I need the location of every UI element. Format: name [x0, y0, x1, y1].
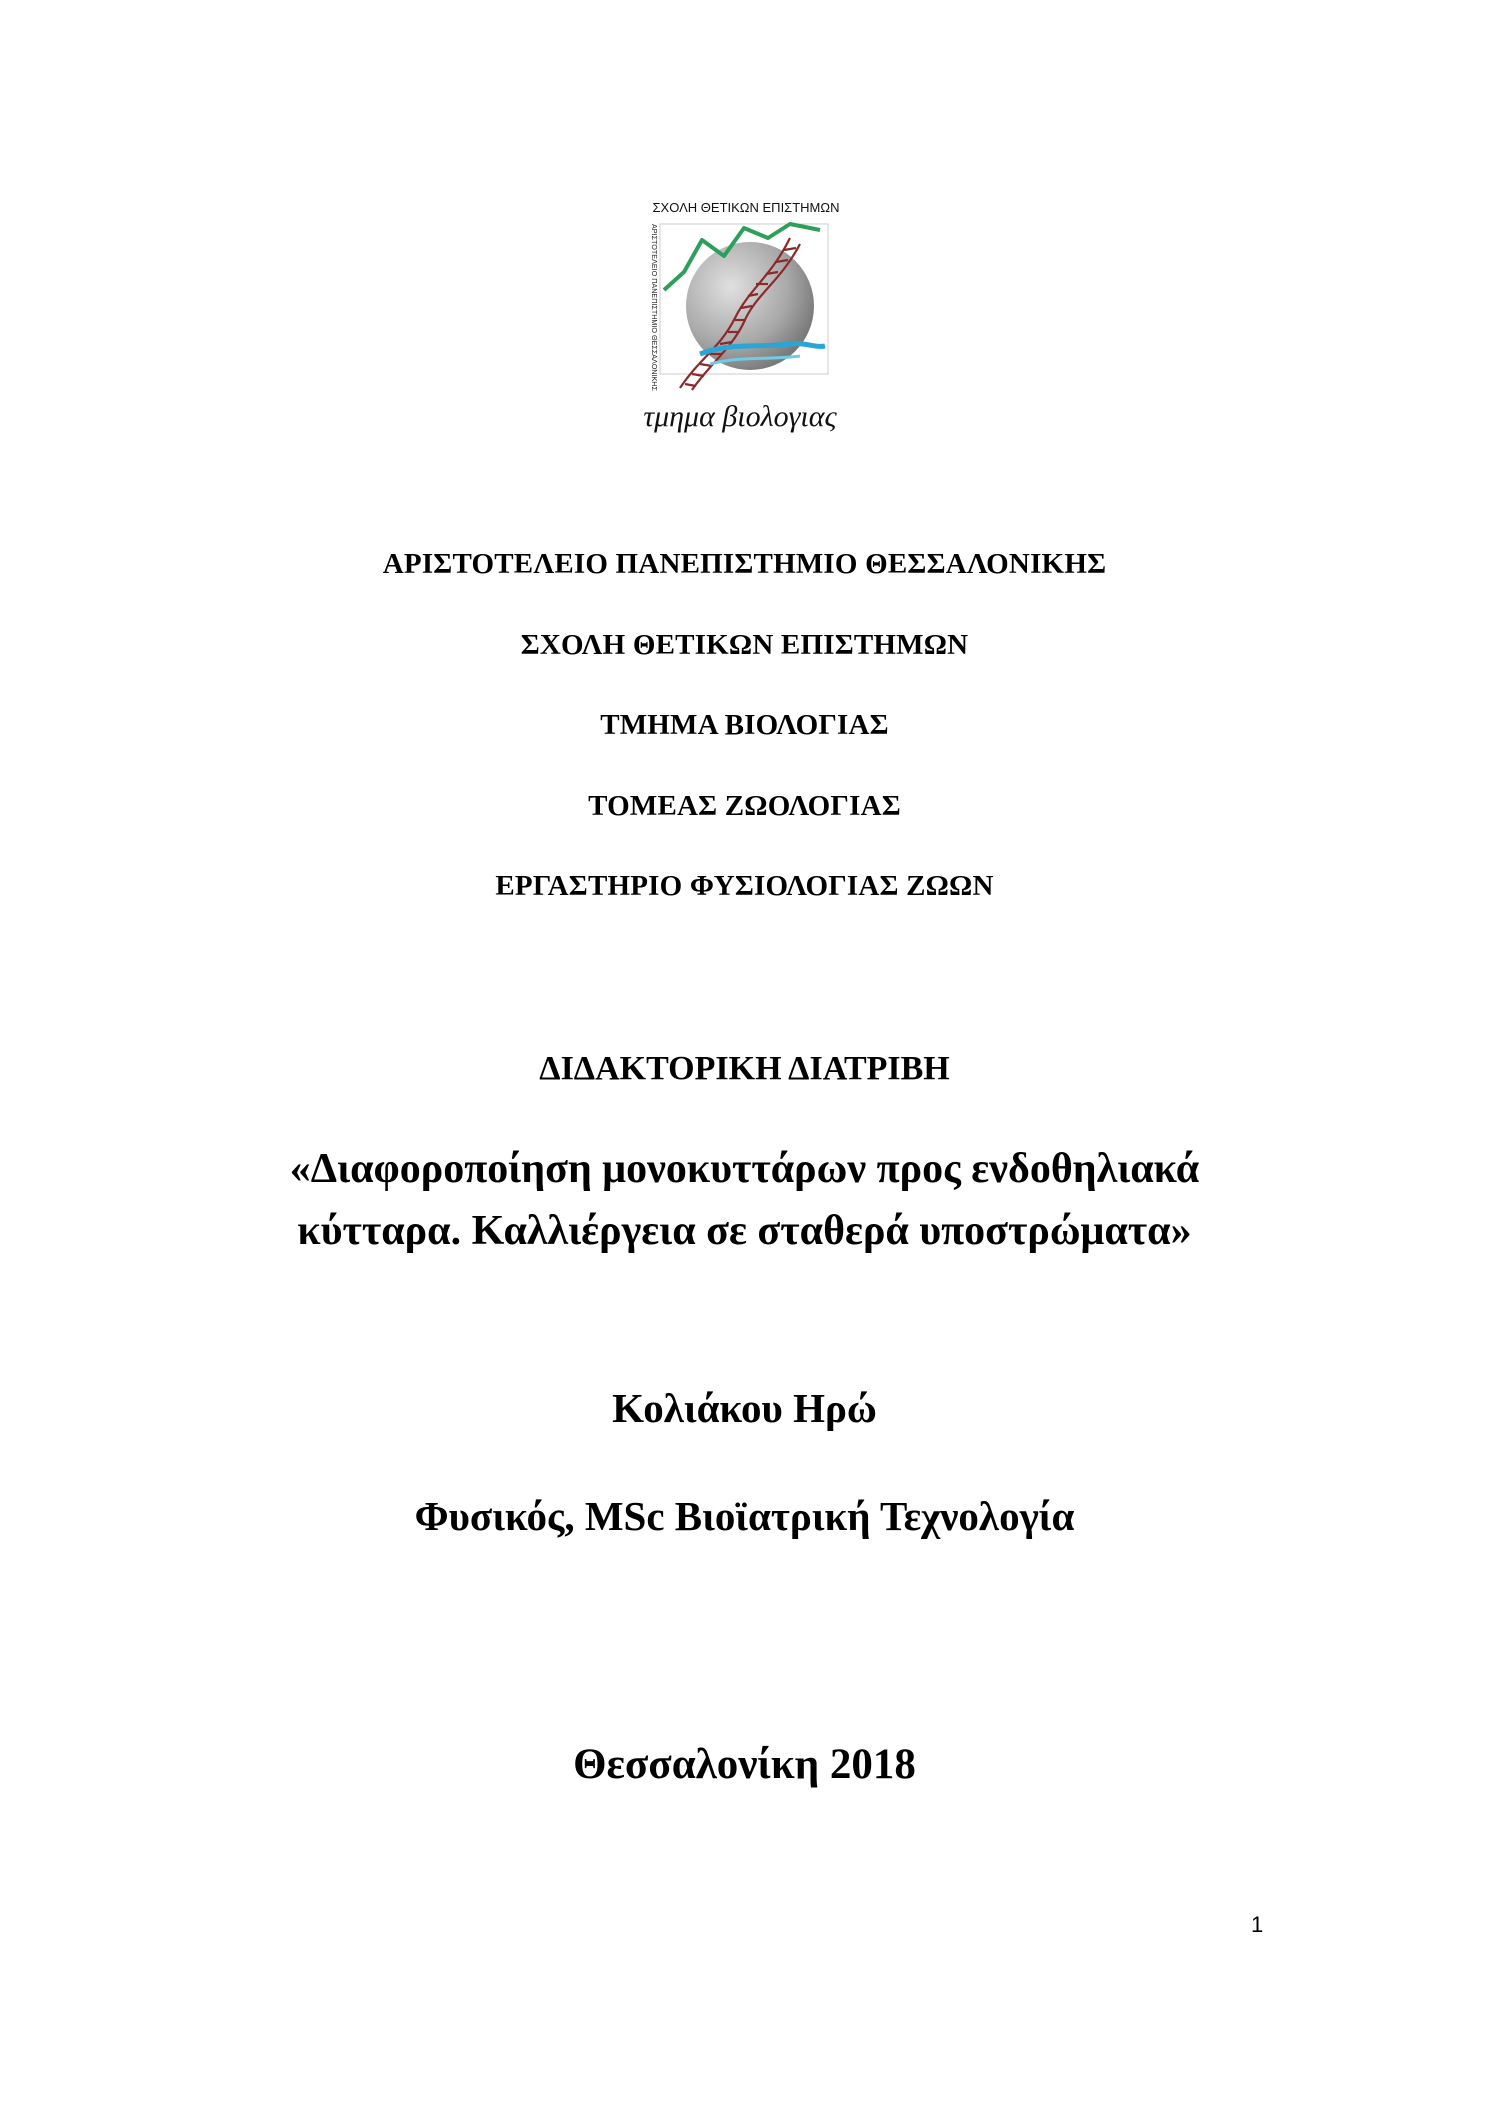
laboratory-name: ΕΡΓΑΣΤΗΡΙΟ ΦΥΣΙΟΛΟΓΙΑΣ ΖΩΩΝ — [495, 870, 994, 902]
university-name: ΑΡΙΣΤΟΤΕΛΕΙΟ ΠΑΝΕΠΙΣΤΗΜΙΟ ΘΕΣΣΑΛΟΝΙΚΗΣ — [382, 548, 1107, 580]
logo-side-text: ΑΡΙΣΤΟΤΕΛΕΙΟ ΠΑΝΕΠΙΣΤΗΜΙΟ ΘΕΣΣΑΛΟΝΙΚΗΣ — [650, 224, 659, 391]
thesis-title-line-1: «Διαφοροποίηση μονοκυττάρων προς ενδοθηλιακά — [289, 1146, 1200, 1192]
author-name: Κολιάκου Ηρώ — [612, 1385, 877, 1431]
place-and-year: Θεσσαλονίκη 2018 — [573, 1741, 916, 1788]
department-name: ΤΜΗΜΑ ΒΙΟΛΟΓΙΑΣ — [600, 709, 889, 741]
sector-name: ΤΟΜΕΑΣ ΖΩΟΛΟΓΙΑΣ — [588, 790, 901, 822]
page-number: 1 — [1251, 1912, 1264, 1937]
department-logo — [640, 198, 840, 443]
document-type: ΔΙΔΑΚΤΟΡΙΚΗ ΔΙΑΤΡΙΒΗ — [539, 1050, 950, 1087]
logo-bottom-text: τμημα βιολογιας — [643, 400, 837, 433]
author-credentials: Φυσικός, MSc Βιοϊατρική Τεχνολογία — [414, 1493, 1075, 1539]
thesis-title-line-2: κύτταρα. Καλλιέργεια σε σταθερά υποστρώματα» — [297, 1208, 1192, 1254]
school-name: ΣΧΟΛΗ ΘΕΤΙΚΩΝ ΕΠΙΣΤΗΜΩΝ — [520, 629, 969, 661]
logo-top-text: ΣΧΟΛΗ ΘΕΤΙΚΩΝ ΕΠΙΣΤΗΜΩΝ — [652, 200, 840, 215]
